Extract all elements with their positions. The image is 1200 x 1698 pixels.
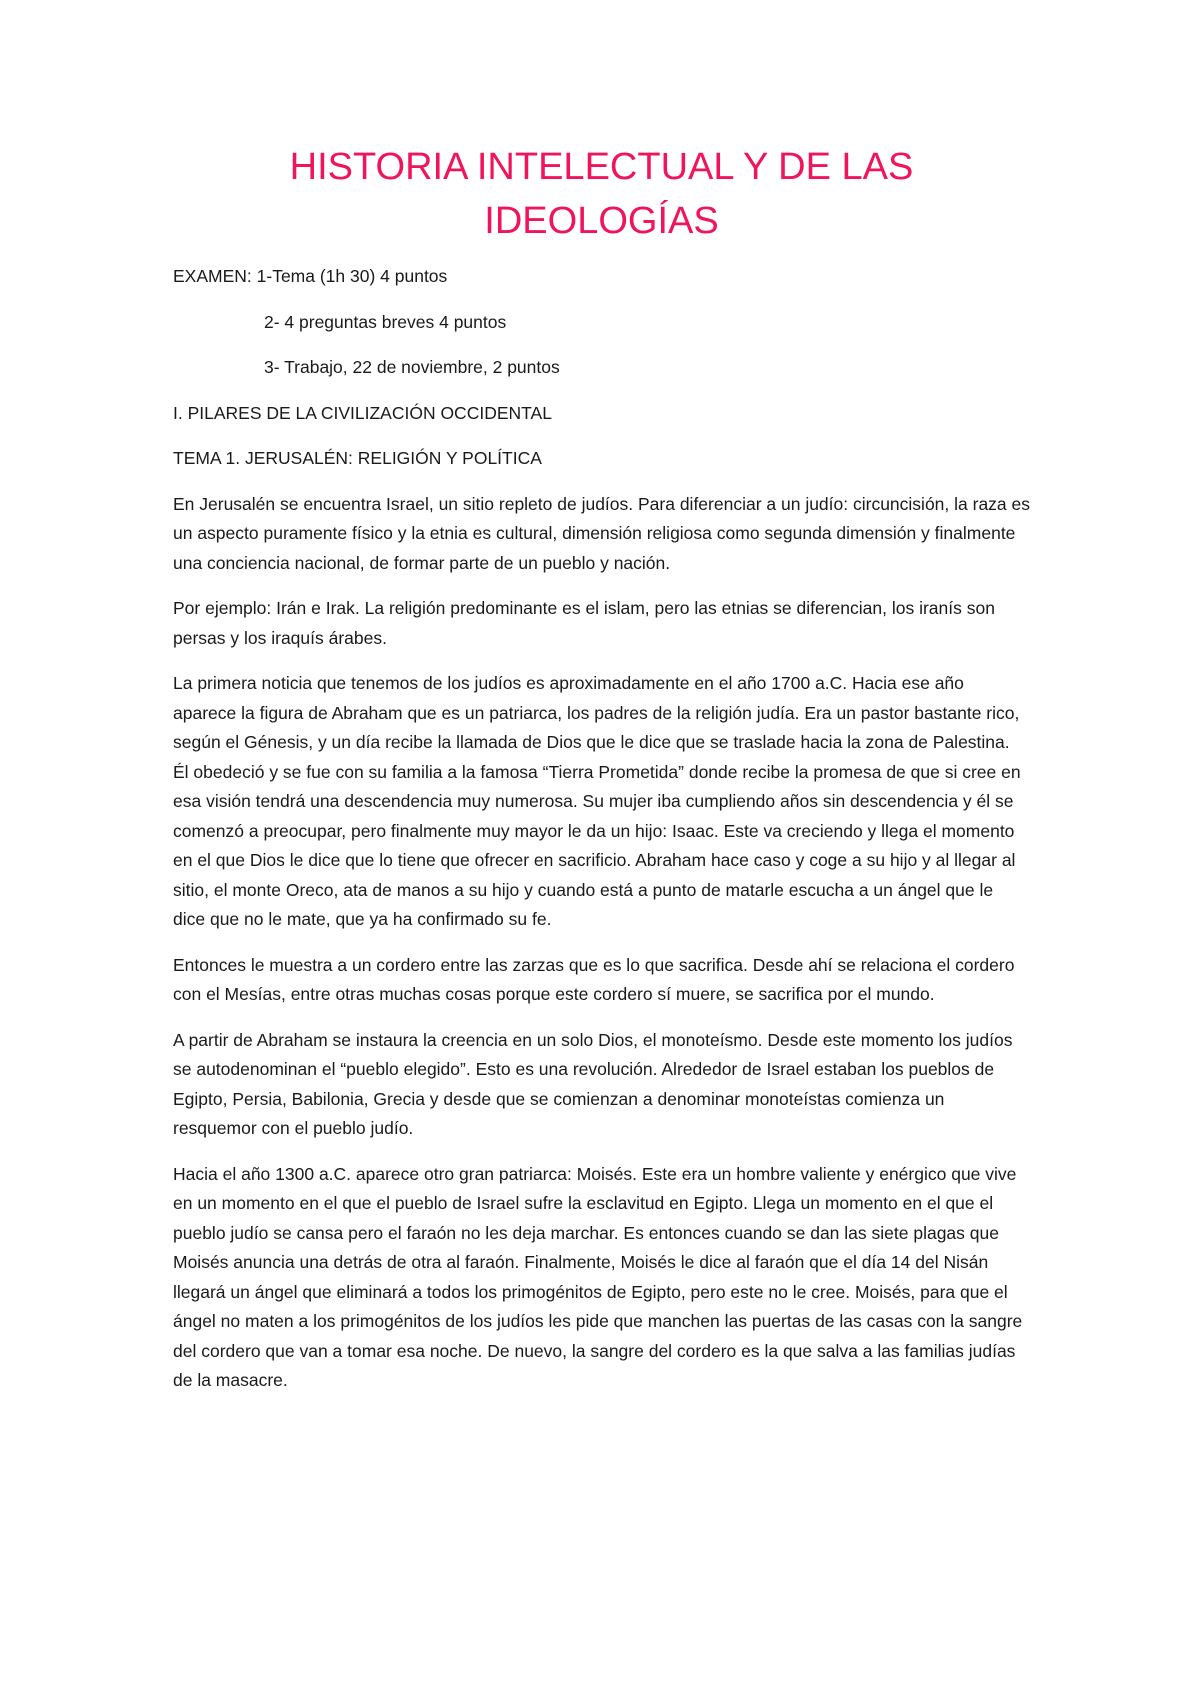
title-line-1: HISTORIA INTELECTUAL Y DE LAS [289,146,914,188]
paragraph-2: Por ejemplo: Irán e Irak. La religión predominante es el islam, pero las etnias se diferencian, los iranís son persas y los iraquís árabes. [173,598,995,648]
topic-heading: TEMA 1. JERUSALÉN: RELIGIÓN Y POLÍTICA [173,448,542,468]
document-body [173,262,1030,1412]
paragraph-3: La primera noticia que tenemos de los judíos es aproximadamente en el año 1700 a.C. Hacia ese año aparece la figura de Abraham que es un patriarca, los padres de la religión judía. Era un pastor bastante rico, según el Génesis, y un día recibe la llamada de Dios que le dice que se traslade hacia la zona de Palestina. Él obedeció y se fue con su familia a la famosa “Tierra Prometida” donde recibe la promesa de que si cree en esa visión tendrá una descendencia muy numerosa. Su mujer iba cumpliendo años sin descendencia y él se comenzó a preocupar, pero finalmente muy mayor le da un hijo: Isaac. Este va creciendo y llega el momento en el que Dios le dice que lo tiene que ofrecer en sacrificio. Abraham hace caso y coge a su hijo y al llegar al sitio, el monte Oreco, ata de manos a su hijo y cuando está a punto de matarle escucha a un ángel que le dice que no le mate, que ya ha confirmado su fe. [173,673,1021,929]
paragraph-4: Entonces le muestra a un cordero entre las zarzas que es lo que sacrifica. Desde ahí se relaciona el cordero con el Mesías, entre otras muchas cosas porque este cordero sí muere, se sacrifica por el mundo. [173,954,1015,1004]
exam-line-3: 3- Trabajo, 22 de noviembre, 2 puntos [264,357,560,377]
paragraph-5: A partir de Abraham se instaura la creencia en un solo Dios, el monoteísmo. Desde este momento los judíos se autodenominan el “pueblo elegido”. Esto es una revolución. Alrededor de Israel estaban los pueblos de Egipto, Persia, Babilonia, Grecia y desde que se comienzan a denominar monoteístas comienza un resquemor con el pueblo judío. [173,1029,1013,1138]
section-heading: I. PILARES DE LA CIVILIZACIÓN OCCIDENTAL [173,402,552,423]
exam-line-2: 2- 4 preguntas breves 4 puntos [264,311,507,332]
paragraph-6: Hacia el año 1300 a.C. aparece otro gran patriarca: Moisés. Este era un hombre valiente y enérgico que vive en un momento en el que el pueblo de Israel sufre la esclavitud en Egipto. Llega un momento en el que el pueblo judío se cansa pero el faraón no les deja marchar. Es entonces cuando se dan las siete plagas que Moisés anuncia una detrás de otra al faraón. Finalmente, Moisés le dice al faraón que el día 14 del Nisán llegará un ángel que eliminará a todos los primogénitos de Egipto, pero este no le cree. Moisés, para que el ángel no maten a los primogénitos de los judíos les pide que manchen las puertas de las casas con la sangre del cordero que van a tomar esa noche. De nuevo, la sangre del cordero es la que salva a las familias judías de la masacre. [173,1163,1023,1390]
paragraph-1: En Jerusalén se encuentra Israel, un sitio repleto de judíos. Para diferenciar a un judío: circuncisión, la raza es un aspecto puramente físico y la etnia es cultural, dimensión religiosa como segunda dimensión y finalmente una conciencia nacional, de formar parte de un pueblo y nación. [173,493,1031,573]
document-title [173,140,1030,248]
title-line-2: IDEOLOGÍAS [484,200,719,242]
exam-line-1: EXAMEN: 1-Tema (1h 30) 4 puntos [173,266,448,286]
